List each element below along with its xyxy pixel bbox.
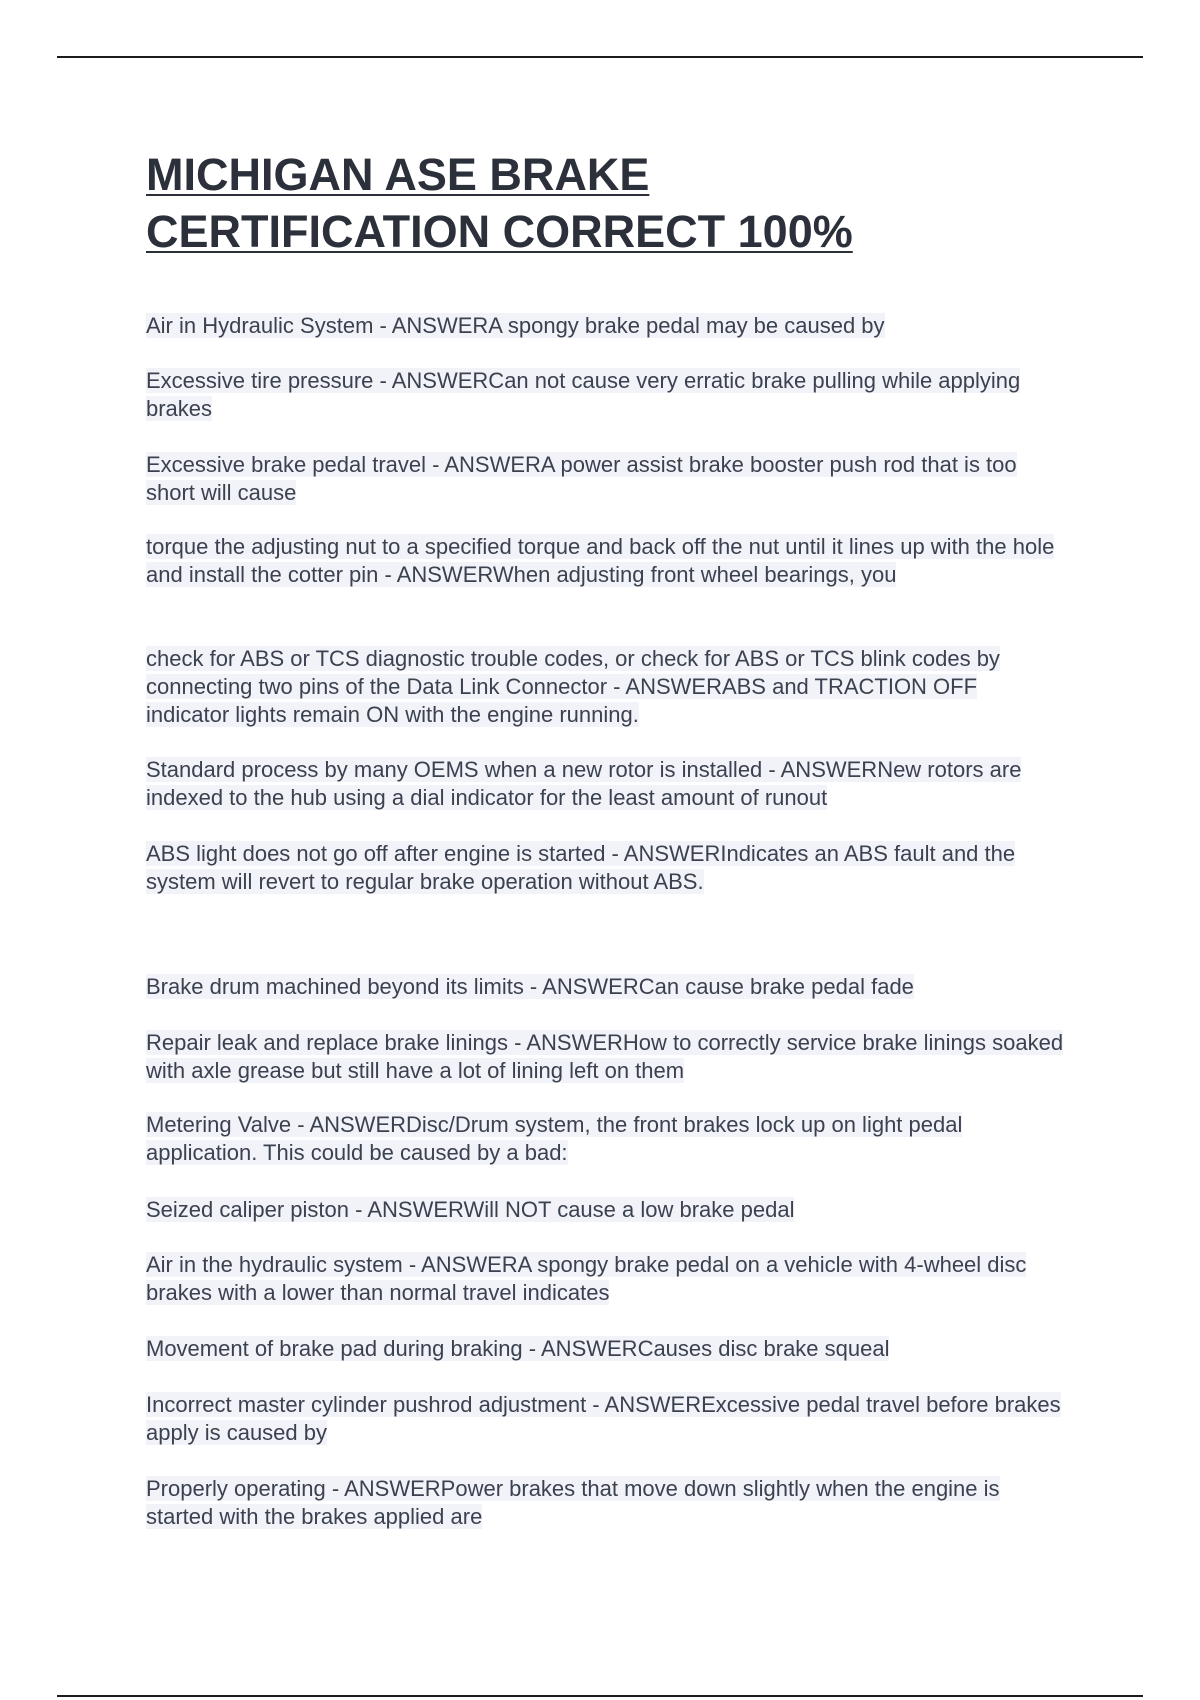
qa-entry: Properly operating - ANSWERPower brakes that move down slightly when the engine is started with the brakes applied are	[146, 1476, 1000, 1529]
qa-entry: Incorrect master cylinder pushrod adjustment - ANSWERExcessive pedal travel before brakes apply is caused by	[146, 1392, 1061, 1445]
title-line-1: MICHIGAN ASE BRAKE	[146, 149, 650, 200]
qa-entry: Movement of brake pad during braking - ANSWERCauses disc brake squeal	[146, 1336, 890, 1361]
qa-entry: Air in the hydraulic system - ANSWERA spongy brake pedal on a vehicle with 4-wheel disc brakes with a lower than normal travel indicates	[146, 1252, 1027, 1305]
bottom-rule	[57, 1695, 1143, 1697]
qa-entry: check for ABS or TCS diagnostic trouble codes, or check for ABS or TCS blink codes by connecting two pins of the Data Link Connector - ANSWERABS and TRACTION OFF indicator lights remain ON with the engine running.	[146, 646, 1000, 727]
qa-entry: Repair leak and replace brake linings - ANSWERHow to correctly service brake linings soaked with axle grease but still have a lot of lining left on them	[146, 1030, 1064, 1083]
qa-entry: ABS light does not go off after engine is started - ANSWERIndicates an ABS fault and the system will revert to regular brake operation without ABS.	[146, 841, 1016, 894]
top-rule	[57, 56, 1143, 58]
page-title	[146, 146, 1046, 260]
qa-entry: torque the adjusting nut to a specified torque and back off the nut until it lines up with the hole and install the cotter pin - ANSWERWhen adjusting front wheel bearings, you	[146, 534, 1055, 587]
qa-entry: Brake drum machined beyond its limits - ANSWERCan cause brake pedal fade	[146, 974, 914, 999]
qa-entry: Excessive brake pedal travel - ANSWERA power assist brake booster push rod that is too short will cause	[146, 452, 1017, 505]
qa-entry: Air in Hydraulic System - ANSWERA spongy brake pedal may be caused by	[146, 313, 885, 338]
title-line-2: CERTIFICATION CORRECT 100%	[146, 206, 853, 257]
qa-entry: Standard process by many OEMS when a new rotor is installed - ANSWERNew rotors are indexed to the hub using a dial indicator for the least amount of runout	[146, 757, 1022, 810]
qa-entry: Seized caliper piston - ANSWERWill NOT cause a low brake pedal	[146, 1197, 795, 1222]
qa-entry: Excessive tire pressure - ANSWERCan not cause very erratic brake pulling while applying brakes	[146, 368, 1021, 421]
qa-entry: Metering Valve - ANSWERDisc/Drum system, the front brakes lock up on light pedal application. This could be caused by a bad:	[146, 1112, 963, 1165]
